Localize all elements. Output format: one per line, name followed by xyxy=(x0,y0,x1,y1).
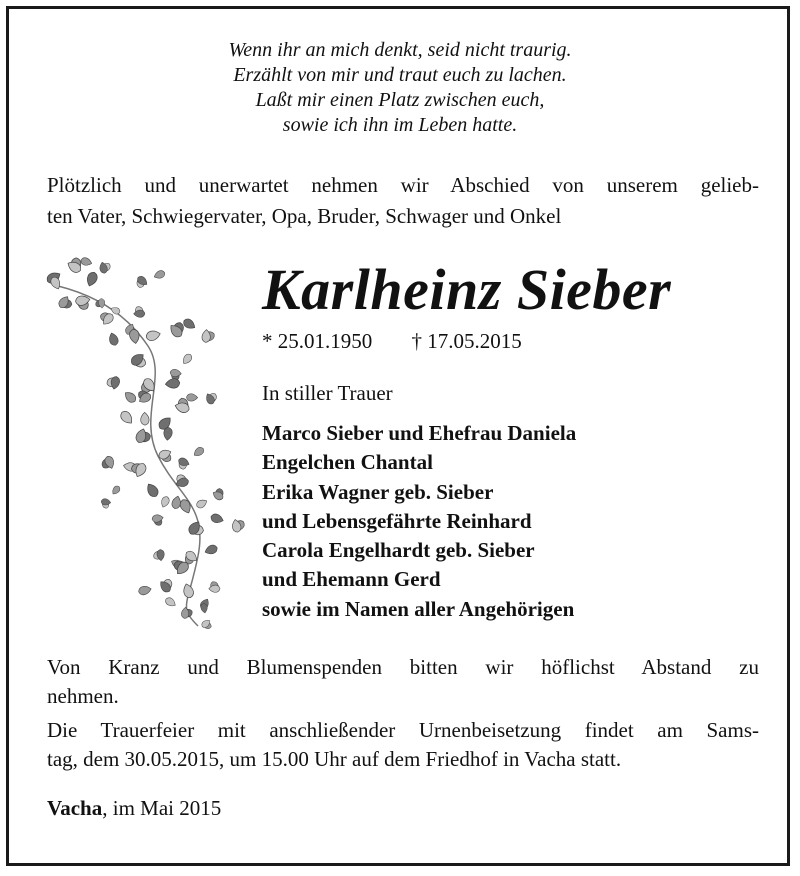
mourner-line: und Ehemann Gerd xyxy=(262,567,441,592)
flowers-request xyxy=(47,653,759,711)
deceased-name: Karlheinz Sieber xyxy=(262,257,672,322)
poem-line: Erzählt von mir und traut euch zu lachen. xyxy=(233,64,567,86)
poem-line: sowie ich ihn im Leben hatte. xyxy=(282,114,518,136)
memorial-poem xyxy=(0,38,800,138)
intro-text xyxy=(47,170,759,232)
poem-line: Wenn ihr an mich denkt, seid nicht traurig. xyxy=(228,39,572,61)
mourner-line: Carola Engelhardt geb. Sieber xyxy=(262,538,535,563)
ceremony-info xyxy=(47,716,759,774)
birth-date: * 25.01.1950 xyxy=(262,329,373,353)
mourner-line: Marco Sieber und Ehefrau Daniela xyxy=(262,421,577,445)
mourners-list xyxy=(262,419,576,624)
intro-line: ten Vater, Schwiegervater, Opa, Bruder, Schwager und Onkel xyxy=(47,204,562,228)
mourner-line: sowie im Namen aller Angehörigen xyxy=(262,596,575,621)
death-date: † 17.05.2015 xyxy=(411,329,522,353)
mourner-line: und Lebensgefährte Reinhard xyxy=(262,508,532,533)
life-dates xyxy=(262,329,522,354)
closing-place: Vacha xyxy=(47,796,103,820)
mourner-line: Engelchen Chantal xyxy=(262,450,433,475)
intro-line: Plötzlich und unerwartet nehmen wir Abschied von unserem gelieb- xyxy=(47,173,759,197)
flowers-line: nehmen. xyxy=(47,684,119,708)
mourner-line: Erika Wagner geb. Sieber xyxy=(262,479,494,504)
ceremony-line: tag, dem 30.05.2015, um 15.00 Uhr auf dem Friedhof in Vacha statt. xyxy=(47,747,622,771)
flowers-line: Von Kranz und Blumenspenden bitten wir höflichst Abstand zu xyxy=(47,655,759,679)
ceremony-line: Die Trauerfeier mit anschließender Urnenbeisetzung findet am Sams- xyxy=(47,718,759,742)
mourning-heading: In stiller Trauer xyxy=(262,381,393,405)
ivy-leaves-icon xyxy=(38,256,248,636)
closing-line xyxy=(47,796,221,821)
closing-date: , im Mai 2015 xyxy=(102,796,222,820)
poem-line: Laßt mir einen Platz zwischen euch, xyxy=(255,89,545,111)
